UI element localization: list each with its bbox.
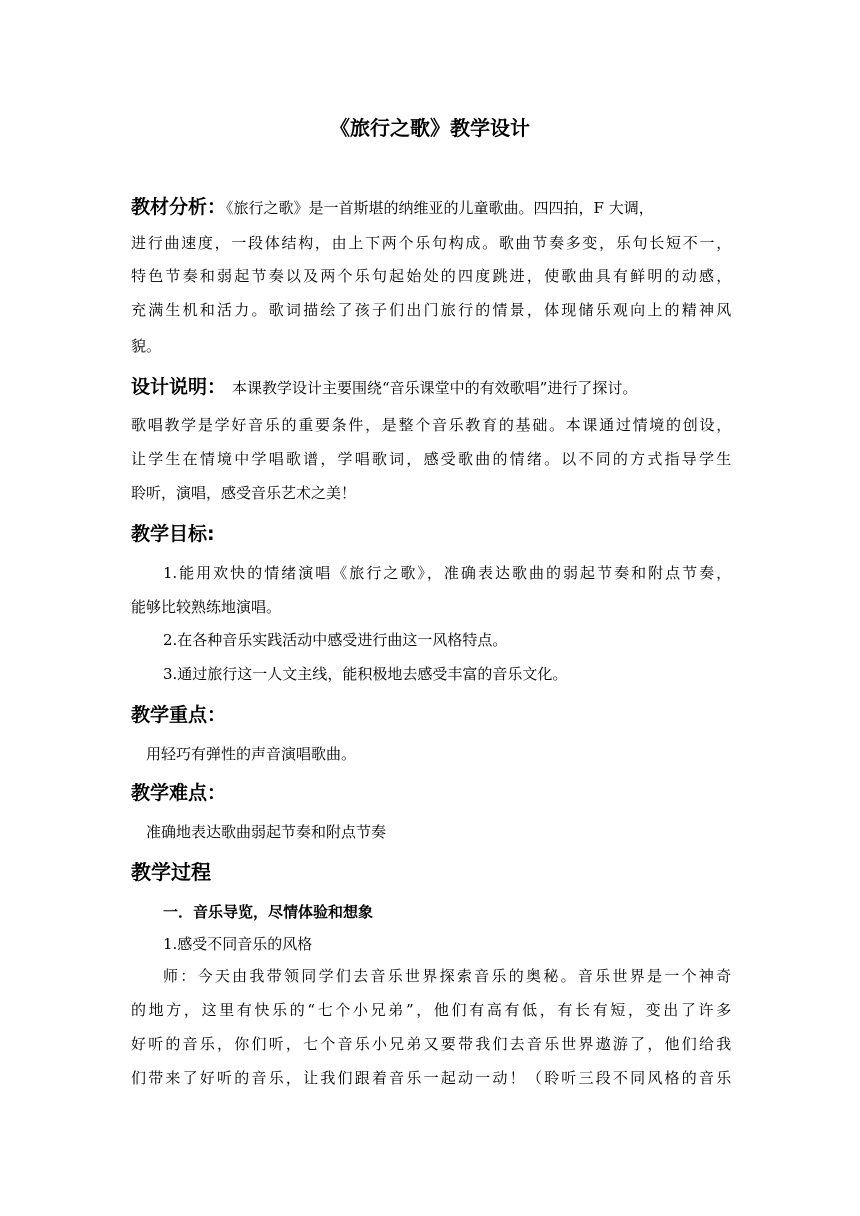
- process-line-2: 的地方，这里有快乐的“七个小兄弟”，他们有高有低，有长有短，变出了许多: [131, 1001, 731, 1019]
- design-line-1: [131, 372, 731, 403]
- key-points-text: 用轻巧有弹性的声音演唱歌曲。: [146, 745, 357, 763]
- design-line-2: 歌唱教学是学好音乐的重要条件，是整个音乐教育的基础。本课通过情境的创设，: [131, 416, 731, 434]
- document-title: 《旅行之歌》教学设计: [330, 116, 530, 140]
- analysis-line-2: 进行曲速度，一段体结构，由上下两个乐句构成。歌曲节奏多变，乐句长短不一，: [131, 234, 731, 252]
- process-section-1: 一．音乐导览，尽情体验和想象: [163, 903, 374, 921]
- design-line-4: 聆听，演唱，感受音乐艺术之美！: [131, 484, 357, 502]
- goal-3: 3.通过旅行这一人文主线，能积极地去感受丰富的音乐文化。: [163, 665, 568, 683]
- process-heading: 教学过程: [131, 860, 211, 884]
- analysis-line-3: 特色节奏和弱起节奏以及两个乐句起始处的四度跳进，使歌曲具有鲜明的动感，: [131, 267, 731, 285]
- goal-1: 1.能用欢快的情绪演唱《旅行之歌》，准确表达歌曲的弱起节奏和附点节奏，: [163, 564, 731, 582]
- design-text-1: 本课教学设计主要围绕“音乐课堂中的有效歌唱”进行了探讨。: [232, 379, 638, 397]
- design-label: 设计说明：: [131, 376, 227, 398]
- design-line-3: 让学生在情境中学唱歌谱，学唱歌词，感受歌曲的情绪。以不同的方式指导学生: [131, 450, 731, 468]
- difficulties-text: 准确地表达歌曲弱起节奏和附点节奏: [146, 823, 387, 841]
- analysis-line-5: 貌。: [131, 337, 162, 355]
- analysis-label: 教材分析：: [131, 196, 227, 218]
- process-item-1: 1.感受不同音乐的风格: [163, 935, 313, 953]
- difficulties-heading: 教学难点：: [131, 782, 227, 804]
- goal-1-continued: 能够比较熟练地演唱。: [131, 598, 282, 616]
- goal-2: 2.在各种音乐实践活动中感受进行曲这一风格特点。: [163, 631, 508, 649]
- process-line-4: 们带来了好听的音乐，让我们跟着音乐一起动一动！（聆听三段不同风格的音乐: [131, 1069, 731, 1087]
- goals-heading: 教学目标:: [131, 523, 215, 545]
- process-line-1: 师：今天由我带领同学们去音乐世界探索音乐的奥秘。音乐世界是一个神奇: [163, 967, 731, 985]
- analysis-line-1: [131, 192, 731, 223]
- analysis-text-1: 《旅行之歌》是一首斯堪的纳维亚的儿童歌曲。四四拍，F 大调，: [226, 199, 654, 217]
- process-line-3: 好听的音乐，你们听，七个音乐小兄弟又要带我们去音乐世界遨游了，他们给我: [131, 1035, 731, 1053]
- key-points-heading: 教学重点：: [131, 704, 227, 726]
- analysis-line-4: 充满生机和活力。歌词描绘了孩子们出门旅行的情景，体现储乐观向上的精神风: [131, 301, 731, 319]
